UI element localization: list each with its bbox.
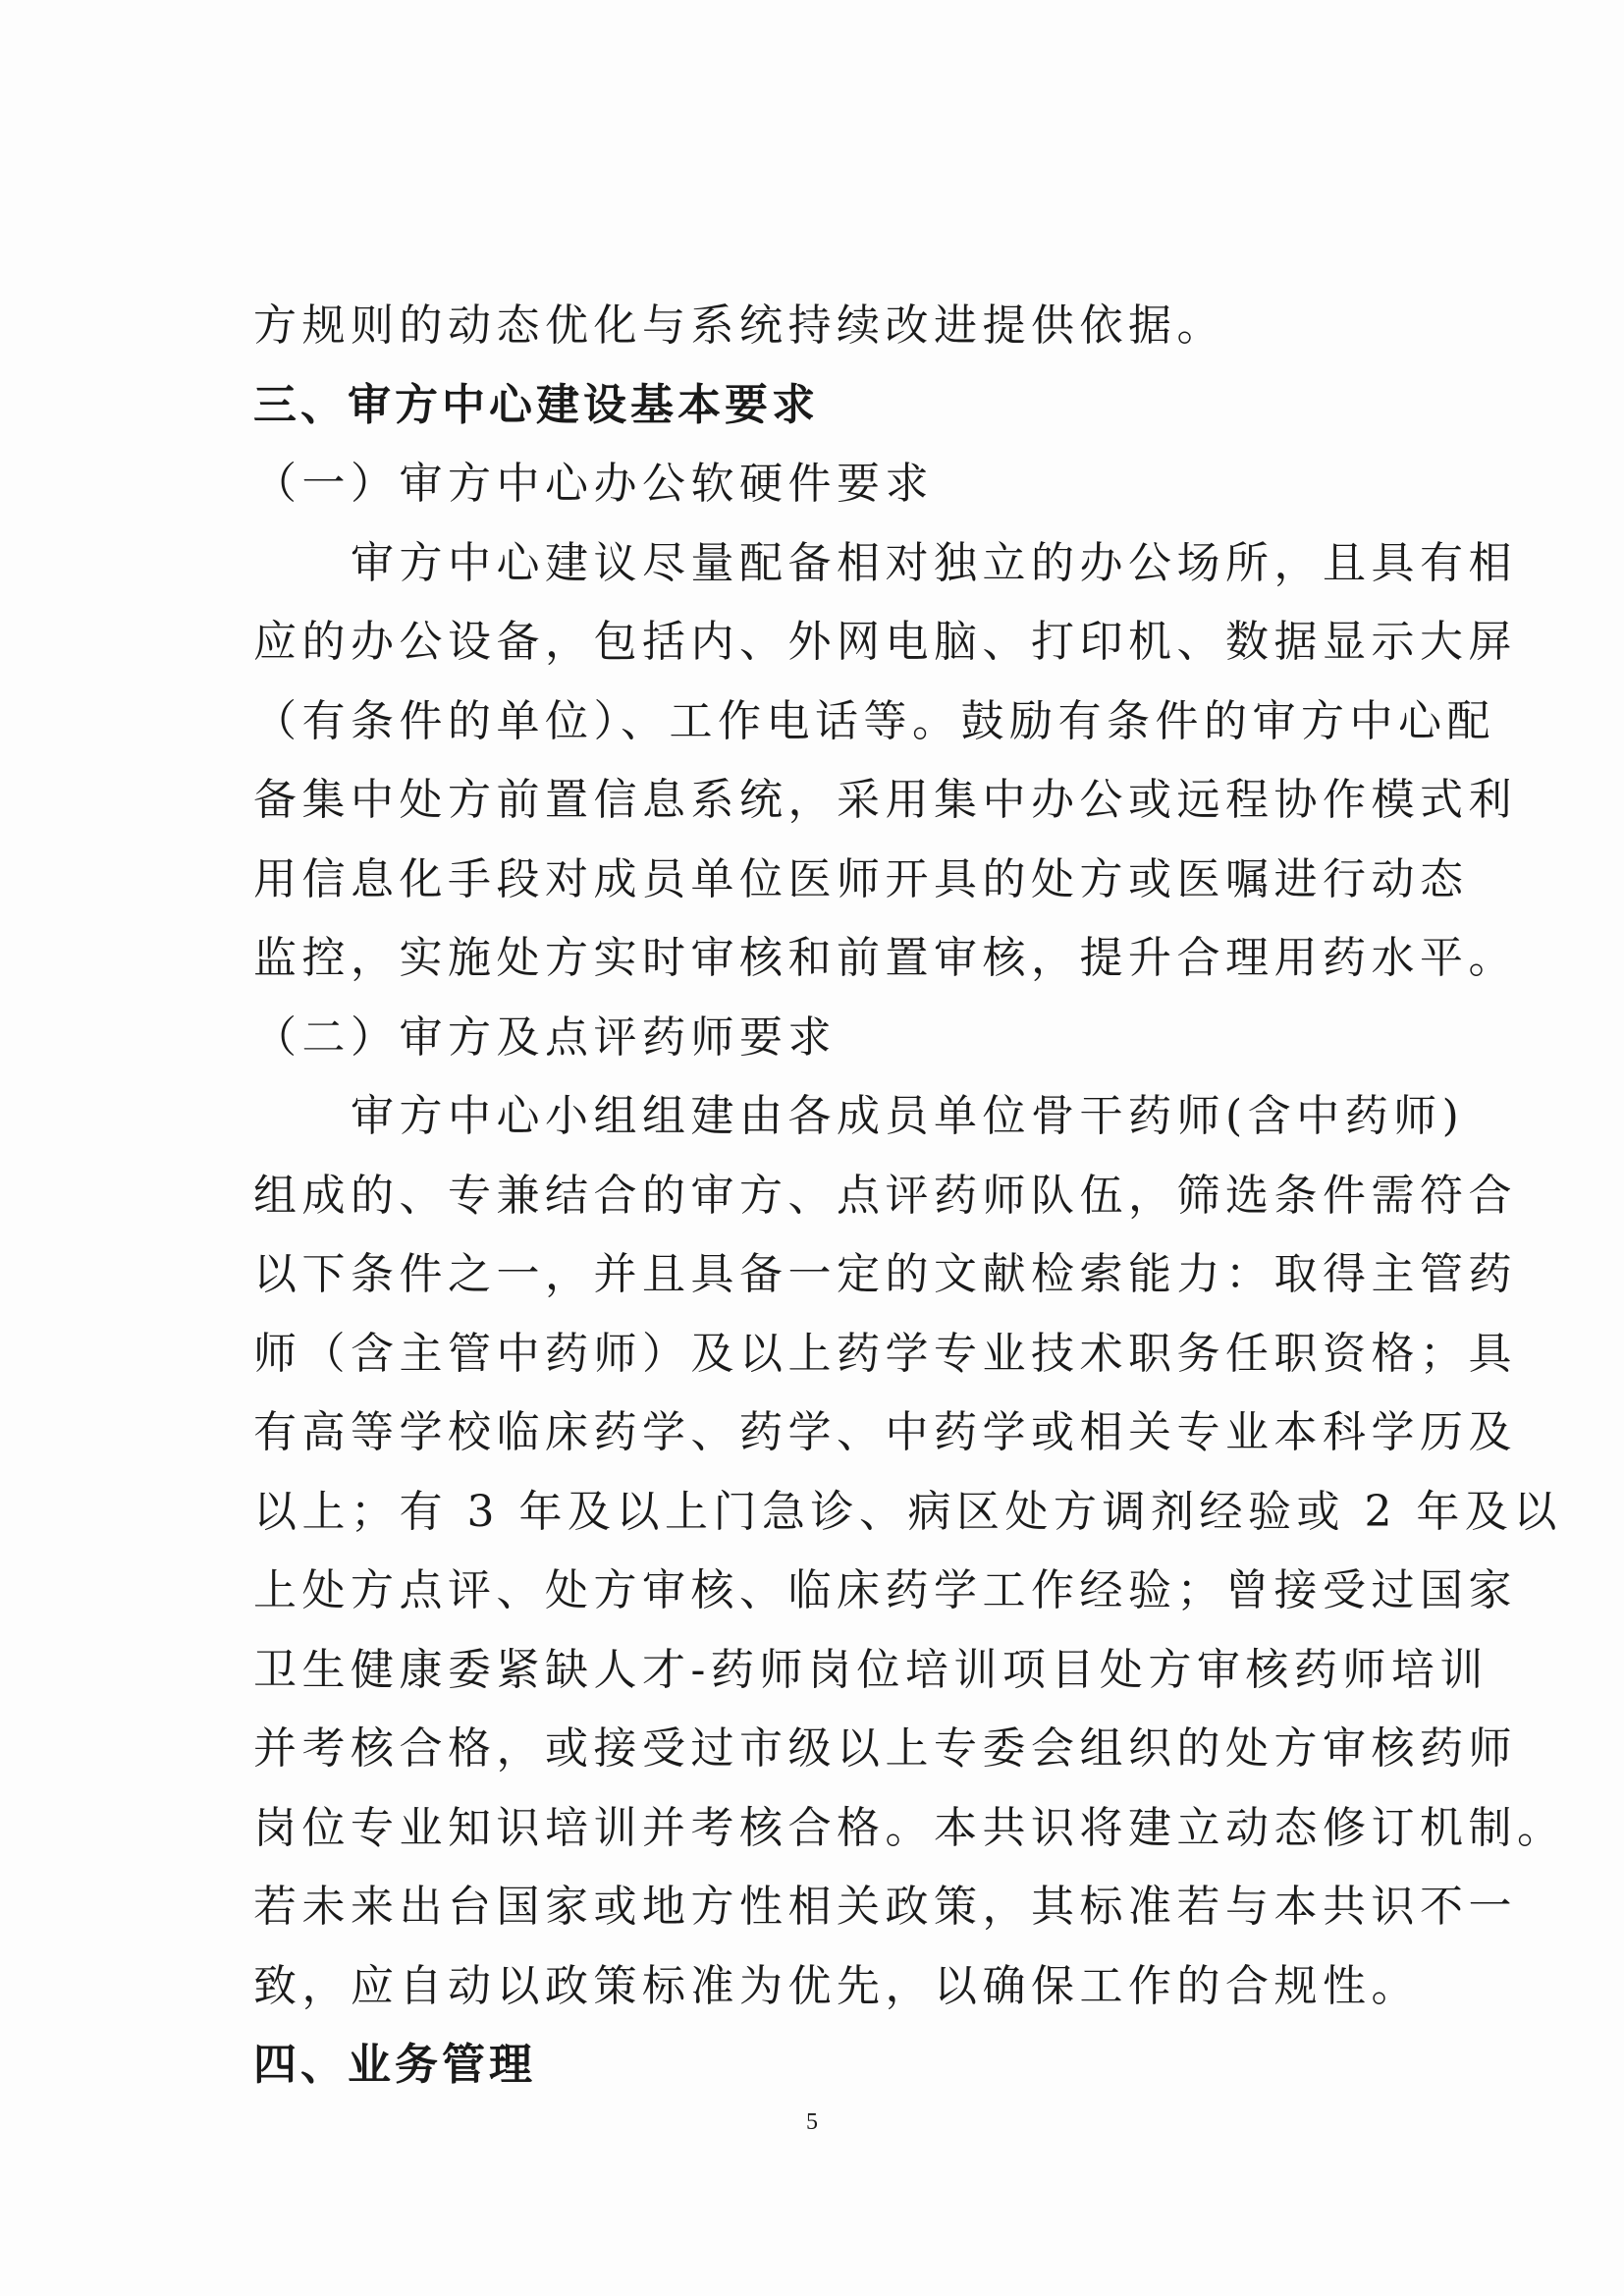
body-text-line: 监控，实施处方实时审核和前置审核，提升合理用药水平。: [253, 933, 1517, 983]
body-text-line: （有条件的单位）、工作电话等。鼓励有条件的审方中心配: [253, 695, 1495, 746]
body-text-line: 以上；有 3 年及以上门急诊、病区处方调剂经验或 2 年及以: [253, 1486, 1562, 1537]
body-text-line: 岗位专业知识培训并考核合格。本共识将建立动态修订机制。: [253, 1802, 1566, 1853]
body-text-line: 审方中心小组组建由各成员单位骨干药师(含中药师): [253, 1091, 1465, 1141]
body-text-line: 师（含主管中药师）及以上药学专业技术职务任职资格；具: [253, 1328, 1517, 1379]
page-number: 5: [806, 2109, 818, 2135]
subsection-heading: （二）审方及点评药师要求: [253, 1011, 837, 1063]
section-heading: 三、审方中心建设基本要求: [253, 379, 819, 430]
section-heading: 四、业务管理: [253, 2040, 536, 2090]
body-text-line: 上处方点评、处方审核、临床药学工作经验；曾接受过国家: [253, 1565, 1517, 1615]
body-text-line: 并考核合格，或接受过市级以上专委会组织的处方审核药师: [253, 1723, 1517, 1774]
body-text-line: 致，应自动以政策标准为优先，以确保工作的合规性。: [253, 1960, 1420, 2011]
body-text-line: 有高等学校临床药学、药学、中药学或相关专业本科学历及: [253, 1407, 1517, 1457]
body-text-line: 用信息化手段对成员单位医师开具的处方或医嘱进行动态: [253, 853, 1469, 904]
body-text-line: 应的办公设备，包括内、外网电脑、打印机、数据显示大屏: [253, 617, 1517, 667]
body-text-line: 方规则的动态优化与系统持续改进提供依据。: [253, 301, 1225, 351]
body-text-line: 审方中心建议尽量配备相对独立的办公场所，且具有相: [253, 537, 1517, 588]
body-text-line: 若未来出台国家或地方性相关政策，其标准若与本共识不一: [253, 1882, 1517, 1932]
body-text-line: 备集中处方前置信息系统，采用集中办公或远程协作模式利: [253, 775, 1517, 825]
body-text-line: 卫生健康委紧缺人才-药师岗位培训项目处方审核药师培训: [253, 1644, 1489, 1695]
body-text-line: 以下条件之一，并且具备一定的文献检索能力：取得主管药: [253, 1249, 1517, 1299]
body-text-line: 组成的、专兼结合的审方、点评药师队伍，筛选条件需符合: [253, 1170, 1517, 1221]
subsection-heading: （一）审方中心办公软硬件要求: [253, 459, 934, 509]
